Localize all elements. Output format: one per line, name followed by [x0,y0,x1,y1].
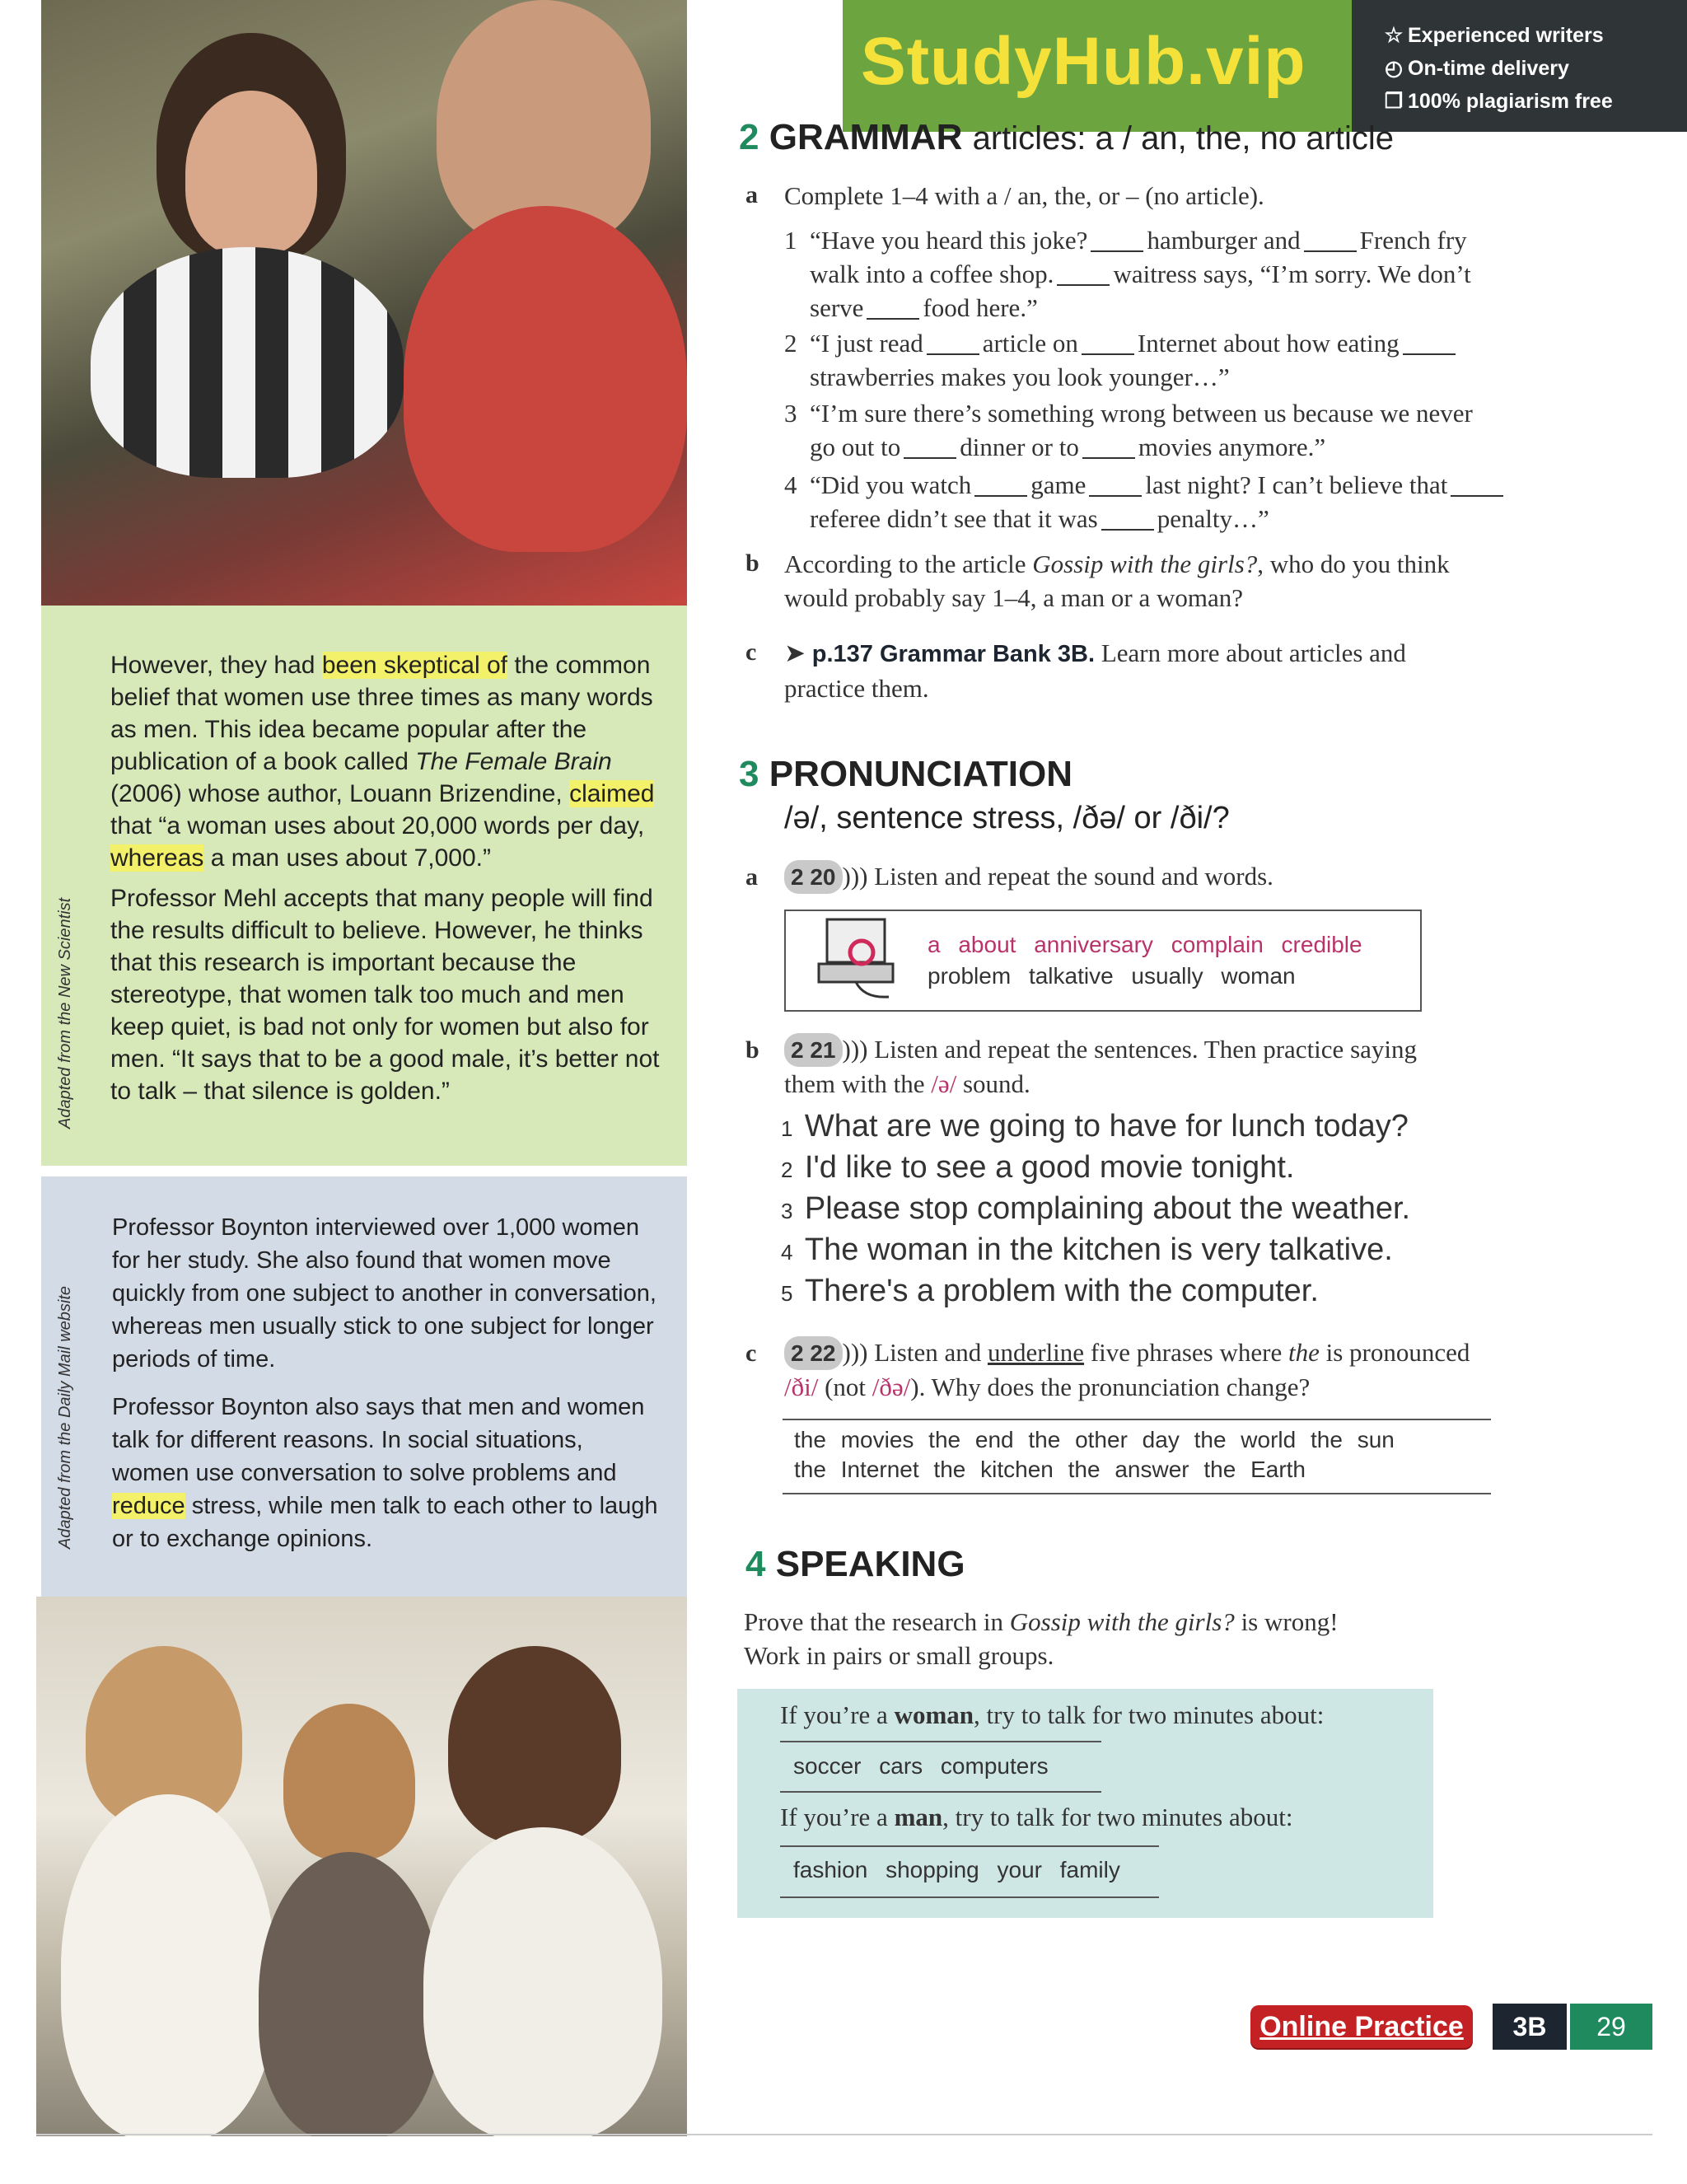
red-shirt [404,206,687,552]
blue-article-text [112,1211,664,1570]
blue-paragraph-2: Professor Boynton also says that men and women talk for different reasons. In social situations, women use conversation to solve problems and reduce stress, while men talk to each other to laugh or to exchange opinions. [112,1394,658,1552]
blank[interactable] [974,495,1027,497]
sound-words: a about anniversary complain credible problem talkative usually woman [928,932,1362,989]
grammar-a-instruction: Complete 1–4 with a / an, the, or – (no article). [784,181,1264,210]
article-title: Gossip with the girls? [1032,550,1258,578]
photo-two-men-talking [41,0,687,606]
speaker-icon: ))) [842,1338,868,1367]
source-credit-daily-mail: Adapted from the Daily Mail website [56,1285,74,1549]
striped-shirt [91,247,404,478]
audio-track-badge[interactable]: 2 21 [784,1033,843,1067]
grammar-c-letter: c [745,638,757,666]
computer-icon [811,916,909,1002]
man-topics: fashion shopping your family [793,1857,1120,1882]
grammar-item-2: 2 “I just read article on Internet about how eating strawberries makes you look younger…” [784,326,1459,394]
online-practice-button[interactable]: Online Practice [1250,2005,1473,2048]
blank[interactable] [1304,250,1357,252]
phrase-row-2: the Internet the kitchen the answer the Earth [794,1457,1306,1482]
blank[interactable] [1082,353,1134,355]
stress-sentence-2: 2 I'd like to see a good movie tonight. [781,1150,1295,1185]
green-paragraph-1: However, they had been skeptical of the common belief that women use three times as many words as men. This idea became popular after the publication of a book called The Female Brain (2006) whose author, Louann Brizendine, claimed that “a woman uses about 20,000 words per day, whereas a man uses about 7,000.” [110,652,655,872]
blank[interactable] [1091,250,1143,252]
grammar-b-letter: b [745,550,759,577]
woman-right-top [423,1827,662,2136]
man-prompt: If you’re a man, try to talk for two minutes about: [780,1803,1293,1831]
divider [780,1741,1101,1742]
grammar-c-text: ➤ p.137 Grammar Bank 3B. Learn more about articles and practice them. [784,638,1406,703]
grammar-item-4: 4 “Did you watch game last night? I can’t believe that referee didn’t see that it was penalty…” [784,468,1507,535]
grammar-item-1: 1 “Have you heard this joke? hamburger and French fry walk into a coffee shop. waitress says, “I’m sorry. We don’t serve food here.” [784,226,1471,322]
pronunciation-heading: 3 PRONUNCIATION [739,754,1073,794]
phrase-row-1: the movies the end the other day the world the sun [794,1427,1395,1452]
blank[interactable] [904,457,956,459]
banner-features-panel [1352,0,1687,132]
highlight-whereas: whereas [110,844,204,872]
star-icon: ☆ [1384,24,1404,47]
stress-sentence-5: 5 There's a problem with the computer. [781,1274,1319,1308]
speaker-icon: ))) [842,1035,868,1064]
blank[interactable] [867,318,919,320]
divider [780,1896,1159,1898]
book-title: The Female Brain [415,748,612,775]
highlight-claimed: claimed [569,780,655,807]
speaking-heading: 4 SPEAKING [745,1544,965,1584]
clock-icon: ◴ [1385,57,1403,80]
blank[interactable] [1089,495,1142,497]
highlight-reduce: reduce [112,1493,185,1519]
stress-sentence-4: 4 The woman in the kitchen is very talkative. [781,1232,1393,1267]
grammar-subtitle: articles: a / an, the, no article [972,120,1394,157]
feature-on-time-delivery: ◴ On-time delivery [1383,56,1569,81]
grammar-item-3: 3 “I’m sure there’s something wrong between us because we never go out to dinner or to movies anymore.” [784,399,1473,461]
green-article-text [110,649,662,1115]
pron-c-text: 2 22 ))) Listen and underline five phrases where the is pronounced /ði/ (not /ðə/). Why does the pronunciation change? [784,1338,1470,1401]
pron-a-letter: a [745,863,758,891]
woman-middle-top [259,1852,440,2136]
feature-experienced-writers: ☆ Experienced writers [1384,24,1604,47]
speaker-icon: ))) [842,862,868,891]
stress-sentence-1: 1 What are we going to have for lunch today? [781,1109,1409,1143]
woman-topics: soccer cars computers [793,1753,1049,1779]
pron-b-text: 2 21 ))) Listen and repeat the sentences. Then practice saying them with the /ə/ sound. [784,1035,1417,1098]
pron-b-letter: b [745,1036,759,1064]
blank[interactable] [927,353,979,355]
divider [780,1791,1101,1793]
blank[interactable] [1451,495,1503,497]
bottom-divider [36,2134,1652,2135]
woman-left-top [61,1794,275,2136]
page-number: 29 [1570,2004,1652,2050]
grammar-bank-link[interactable]: p.137 Grammar Bank 3B. [811,641,1096,667]
blank[interactable] [1403,353,1456,355]
phrase-list-box [783,1419,1491,1494]
divider [780,1845,1159,1847]
woman-right-hair [448,1646,621,1844]
studyhub-logo[interactable]: StudyHub.vip [861,24,1306,99]
arrow-right-icon: ➤ [784,638,806,667]
highlight-been-skeptical-of: been skeptical of [321,652,507,679]
speaking-topics-box [737,1689,1433,1918]
audio-track-badge[interactable]: 2 22 [784,1336,843,1370]
man-left-face [185,91,317,255]
stress-sentence-3: 3 Please stop complaining about the weather. [781,1191,1411,1226]
grammar-b-text: According to the article Gossip with the girls?, who do you think would probably say 1–4, a man or a woman? [784,550,1450,612]
blank[interactable] [1082,457,1135,459]
blue-paragraph-1: Professor Boynton interviewed over 1,000 women for her study. She also found that women move quickly from one subject to another in conversation, whereas men usually stick to one subject for longer periods of time. [112,1214,657,1373]
photo-three-women-talking [36,1597,687,2136]
pronunciation-subtitle: /ə/, sentence stress, /ðə/ or /ði/? [784,801,1230,835]
woman-prompt: If you’re a woman, try to talk for two minutes about: [780,1700,1325,1729]
copy-icon: ❐ [1384,90,1404,113]
studyhub-banner[interactable] [843,0,1687,132]
sound-picture-box [784,910,1422,1012]
grammar-heading: 2 GRAMMAR articles: a / an, the, no article [739,117,1394,157]
green-paragraph-2: Professor Mehl accepts that many people will find the results difficult to believe. However, he thinks that this research is important because the stereotype, that women talk too much and men keep quiet, is bad not only for women but also for men. “It says that to be a good male, it’s better not to talk – that silence is golden.” [110,885,660,1105]
grammar-a-letter: a [745,181,758,208]
pron-c-letter: c [745,1340,757,1367]
pron-a-text: 2 20 ))) Listen and repeat the sound and words. [784,859,1273,894]
feature-plagiarism-free: ❐ 100% plagiarism free [1384,90,1613,113]
source-credit-new-scientist: Adapted from the New Scientist [56,897,74,1129]
blank[interactable] [1057,284,1110,286]
audio-track-badge[interactable]: 2 20 [784,860,843,894]
unit-label: 3B [1493,2004,1567,2050]
speaking-intro: Prove that the research in Gossip with the girls? is wrong! Work in pairs or small groups. [744,1607,1339,1670]
woman-middle-hair [283,1704,415,1860]
blank[interactable] [1101,529,1154,531]
